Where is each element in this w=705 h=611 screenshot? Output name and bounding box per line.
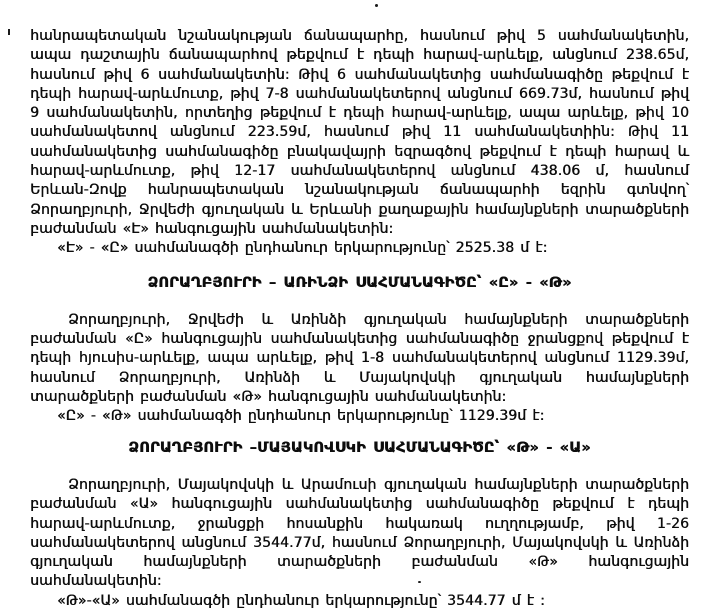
summary-length-t-a: «Թ»-«Ա» սահմանագծի ընդհանուր երկարությունը՝ 3544.77 մ է : [57, 592, 545, 609]
heading-dzoraghbyur-arinj-boundary: ՁՈՐԱՂԲՅՈՒՐԻ – ԱՌԻՆՁԻ ՍԱՀՄԱՆԱԳԻԾԸ՝ «Ը» - «Թ» [147, 274, 572, 291]
summary-length-y-t: «Ը» - «Թ» սահմանագծի ընդհանուր երկարությունը՝ 1129.39մ է: [57, 408, 545, 425]
heading-dzoraghbyur-mayakovski-boundary: ՁՈՐԱՂԲՅՈՒՐԻ –ՄԱՅԱԿՈՎՍԿԻ ՍԱՀՄԱՆԱԳԻԾԸ՝ «Թ» - «Ա» [128, 439, 591, 456]
summary-length-e-y: «Է» - «Ը» սահմանագծի ընդհանուր երկարությունը՝ 2525.38 մ է: [57, 240, 548, 257]
scan-artifact-dot [375, 4, 378, 7]
scan-artifact-tick [8, 29, 10, 35]
scan-artifact-dot [418, 581, 421, 583]
paragraph-boundary-e-y: հանրապետական նշանակության ճանապարհը, հասնում թիվ 5 սահմանակետին, ապա դաշտային ճանապարհով թեքվում է դեպի հարավ-արևելք, անցնում 238.65մ, հասնում թիվ 6 սահմանակետին: Թիվ 6 սահմանակետից սահմանագիծը թեքվում է դեպի հարավ-արևմուտք, թիվ 7-8 սահմանակետերով անցնում 669.73մ, հասնում թիվ 9 սահմանակետին, որտեղից թեքվում է դեպի հարավ-արևելք, ապա արևելք, թիվ 10 սահմանակետով անցնում 223.59մ, հասնում թիվ 11 սահմանակետիին: Թիվ 11 սահմանակետից սահմանագիծը բնակավայրի եզրագծով թեքվում է դեպի հարավ և հարավ-արևմուտք, թիվ 12-17 սահմանակետերով անցնում 438.06 մ, հասնում Երևան-Զովք հանրապետական նշանակության ճանապարհի եզրին գտնվող՝ Ձորաղբյուրի, Ջրվեժի գյուղական և Երևանի քաղաքային համայնքների տարածքների բաժանման «Է» հանգուցային սահմանակետին: [30, 28, 689, 237]
paragraph-boundary-y-t: Ձորաղբյուրի, Ջրվեժի և Առինձի գյուղական համայնքների տարածքների բաժանման «Ը» հանգուցային սահմանակետից սահմանագիծը ջրանցքով թեքվում է դեպի հյուսիս-արևելք, ապա արևելք, թիվ 1-8 սահմանակետերով անցնում 1129.39մ, հասնում Ձորաղբյուրի, Առինձի և Մայակովսկի գյուղական համայնքների տարածքների բաժանման «Թ» հանգուցային սահմանակետին: [30, 311, 689, 406]
paragraph-boundary-t-a: Ձորաղբյուրի, Մայակովսկի և Արամուսի գյուղական համայնքների տարածքների բաժանման «Ա» հանգուցային սահմանակետից սահմանագիծը թեքվում է դեպի հարավ-արևմուտք, ջրանցքի հոսանքին հակառակ ուղղությամբ, թիվ 1-26 սահմանակետերով անցնում 3544.77մ, հասնում Ձորաղբյուրի, Մայակովսկի և Առինձի գյուղական համայնքների տարածքների բաժանման «Թ» հանգուցային սահմանակետին: [30, 476, 689, 590]
